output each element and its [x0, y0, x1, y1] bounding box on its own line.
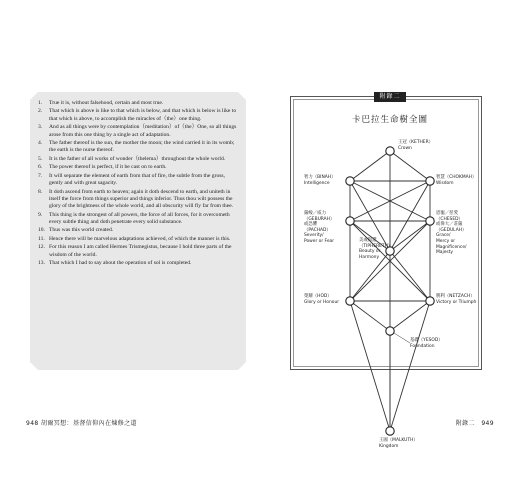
- right-folio: 附錄二 949: [455, 420, 494, 427]
- label-line: 榮耀（HOD）: [304, 294, 332, 299]
- yesod-node: [386, 327, 394, 335]
- list-item: [38, 156, 238, 163]
- label-line: （GEDULAH）: [436, 227, 467, 233]
- geburah-node: [346, 217, 354, 225]
- list-item-text: That which is above is like to that which is below, and that which is below is like to that which is above, to accomplish the miracles of（the）one thing.: [49, 108, 237, 122]
- list-item-number: 9.: [38, 211, 43, 218]
- netzach-node: [426, 297, 434, 305]
- emerald-tablet-list: [38, 100, 238, 269]
- label-geburah: [304, 211, 334, 245]
- list-item: [38, 260, 238, 267]
- label-line: 恩寵／慈愛: [436, 211, 458, 216]
- label-line: 或恐懼: [304, 222, 318, 228]
- list-item: [38, 212, 238, 227]
- label-tiphereth: [359, 238, 392, 260]
- list-item-number: 2.: [38, 108, 43, 115]
- list-item-number: 13.: [38, 260, 45, 267]
- list-item-number: 6.: [38, 164, 43, 171]
- list-item: [38, 108, 238, 123]
- list-item-number: 5.: [38, 155, 43, 162]
- list-item-text: It will separate the element of earth from that of fire, the subtle from the gross, gently and with great sagacity.: [49, 172, 225, 187]
- label-line: Crown: [398, 145, 412, 151]
- list-item-number: 10.: [38, 227, 45, 234]
- label-line: Power or Fear: [304, 238, 335, 244]
- list-item-number: 3.: [38, 124, 43, 131]
- binah-node: [346, 177, 354, 185]
- tree-paths: [350, 151, 430, 431]
- list-item-text: That which I had to say about the operation of sol is completed.: [49, 260, 192, 267]
- list-item: [38, 124, 238, 139]
- path-netzach-yesod: [390, 301, 430, 331]
- label-line: 美或和諧: [359, 238, 377, 243]
- label-malkuth: [379, 438, 418, 449]
- path-chesed-tiphereth: [390, 221, 430, 251]
- tree-title: 卡巴拉生命樹全圖: [351, 115, 428, 125]
- list-item: [38, 100, 238, 107]
- label-line: 嚴峻／威力: [304, 211, 326, 216]
- label-line: 或偉大／莊嚴: [436, 222, 463, 228]
- path-hod-yesod: [350, 301, 390, 331]
- list-item-text: It is the father of all works of wonder（thelema）throughout the whole world.: [49, 155, 226, 162]
- list-item-text: And as all things were by contemplation（meditation）of（the）One, so all things arose from this one thing by a single act of adaptation.: [49, 124, 237, 138]
- list-item: [38, 173, 238, 188]
- path-kether-chokmah: [390, 151, 430, 181]
- label-line: 王冠（KETHER）: [398, 140, 434, 145]
- list-item-number: 11.: [38, 235, 45, 242]
- list-item-text: This thing is the strongest of all powers, the force of all forces, for it overcometh every subtle thing and doth penetrate every solid substance.: [49, 211, 230, 225]
- list-item: [38, 236, 238, 243]
- label-line: 智慧（CHOKMAH）: [436, 175, 477, 180]
- appendix-banner: 附錄二: [374, 92, 406, 102]
- list-item: [38, 189, 238, 211]
- path-tiphereth-netzach: [390, 251, 430, 301]
- malkuth-node: [386, 427, 394, 435]
- yesod-leader-line: [394, 333, 410, 343]
- list-item: [38, 244, 238, 259]
- chesed-node: [426, 217, 434, 225]
- label-line: Glory or Honour: [304, 299, 340, 305]
- label-line: Majesty: [436, 250, 454, 256]
- kether-node: [386, 147, 394, 155]
- path-kether-binah: [350, 151, 390, 181]
- label-line: Grace/: [436, 233, 451, 239]
- list-item-number: 1.: [38, 100, 43, 106]
- label-line: Magnificence/: [436, 244, 467, 250]
- label-hod: [304, 294, 339, 305]
- label-yesod: [410, 338, 443, 349]
- list-item-text: For this reason I am called Hermes Trismegistus, because I hold three parts of the wisdom of the world.: [49, 244, 232, 258]
- label-chesed: [436, 211, 467, 256]
- path-netzach-malkuth: [390, 301, 430, 431]
- list-item-text: True it is, without falsehood, certain and most true.: [49, 100, 164, 106]
- label-line: （CHESED）: [436, 216, 463, 222]
- label-line: （GEBURAH）: [304, 216, 335, 222]
- label-line: Wisdom: [436, 180, 454, 186]
- list-item-text: Thus was this world created.: [49, 227, 114, 234]
- list-item-number: 8.: [38, 188, 43, 195]
- list-item-text: Hence there will be marvelous adaptations achieved, of which the manner is this.: [49, 235, 231, 242]
- label-line: Mercy or: [436, 238, 456, 244]
- label-line: （PACHAD）: [304, 227, 331, 233]
- list-item-number: 7.: [38, 172, 43, 179]
- chokmah-node: [426, 177, 434, 185]
- label-line: Kingdom: [379, 443, 399, 449]
- label-line: Beauty or: [359, 249, 381, 255]
- right-page: [260, 0, 520, 500]
- list-item-number: 12.: [38, 244, 45, 251]
- label-line: 王國（MALKUTH）: [379, 438, 418, 443]
- list-item-text: It doth ascend from earth to heaven; again it doth descend to earth, and uniteth in itself the force from things superior and things inferior. Thus thou wilt possess the glory of the brightness of the whole world, and all obscurity will fly far from thee.: [49, 188, 234, 210]
- label-line: Foundation: [410, 343, 435, 349]
- list-item: [38, 140, 238, 155]
- left-folio: 948 胡爾冥想：基督信仰內在煉修之道: [26, 420, 137, 427]
- list-item: [38, 227, 238, 234]
- label-line: Intelligence: [304, 180, 330, 186]
- list-item-text: The father thereof is the sun, the mother the moon; the wind carried it in its womb; the earth is the nurse thereof.: [49, 140, 235, 154]
- label-kether: [398, 140, 433, 151]
- hod-node: [346, 297, 354, 305]
- label-line: 勝利（NETZACH）: [436, 294, 475, 299]
- list-item: [38, 164, 238, 171]
- label-chokmah: [436, 175, 476, 186]
- label-line: （TIPHERETH）: [359, 243, 393, 249]
- path-hod-malkuth: [350, 301, 390, 431]
- label-netzach: [436, 294, 476, 305]
- label-binah: [304, 175, 335, 186]
- label-line: Severity/: [304, 233, 324, 239]
- label-line: Harmony: [359, 254, 380, 260]
- label-line: Victory or Triumph: [436, 299, 477, 305]
- list-item-text: The power thereof is perfect, if it be cast on to earth.: [49, 164, 167, 171]
- label-line: 智力（BINAH）: [304, 175, 336, 180]
- list-item-number: 4.: [38, 140, 43, 147]
- label-line: 基礎（YESOD）: [410, 338, 443, 343]
